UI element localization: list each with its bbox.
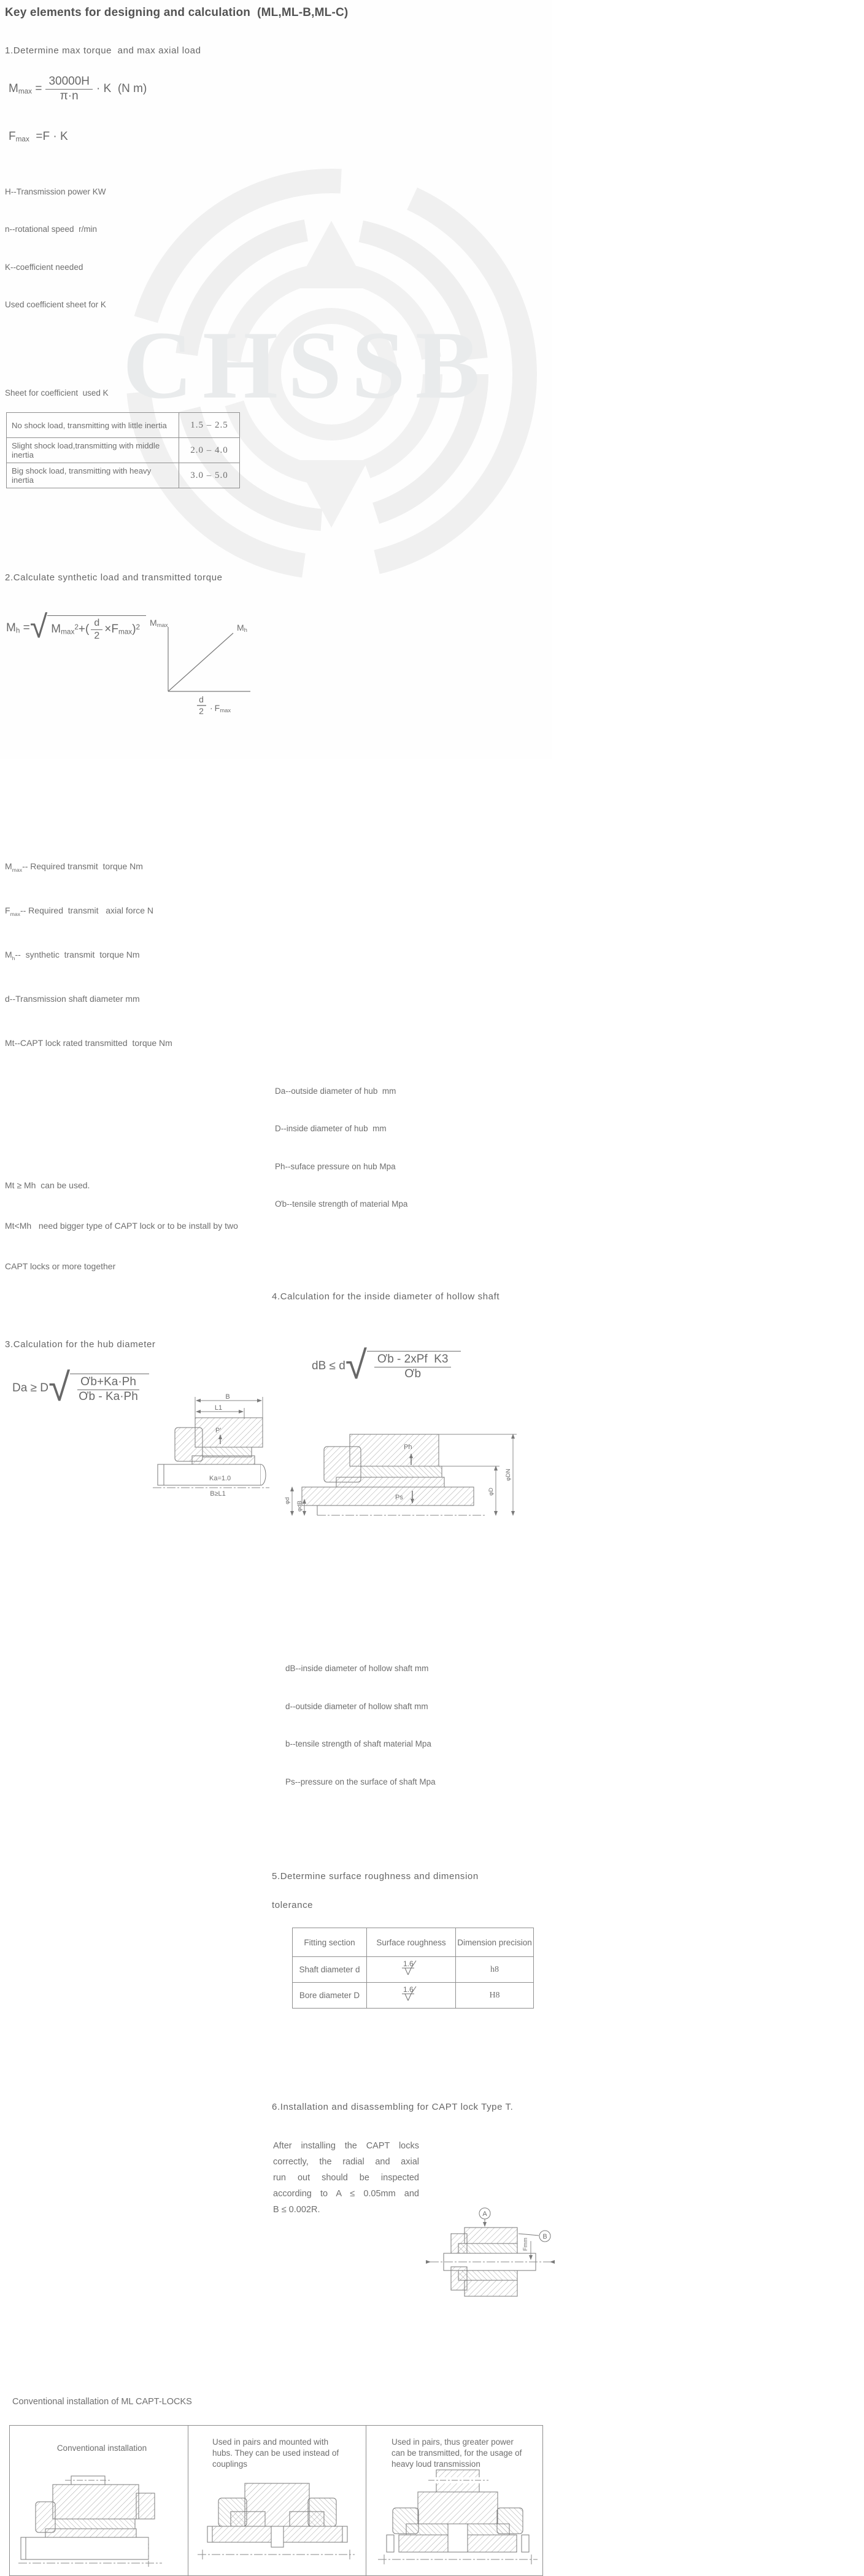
roughness-symbol <box>367 1983 456 2009</box>
table-row <box>7 463 240 488</box>
ph-label: Ph <box>404 1444 412 1451</box>
installation-paragraph <box>273 2138 419 2218</box>
para-line: After installing the CAPT locks <box>273 2141 419 2151</box>
bottom-heading: Conventional installation of ML CAPT-LOCKS <box>12 2397 192 2407</box>
callout-a: A <box>482 2210 487 2218</box>
k-range: 1.5 – 2.5 <box>179 413 240 438</box>
table-row <box>7 438 240 463</box>
note-line: n--rotational speed r/min <box>5 225 98 234</box>
section6-heading: 6.Installation and disassembling for CAPT lock Type T. <box>272 2102 514 2113</box>
load-case: Slight shock load,transmitting with middle inertia <box>7 438 179 463</box>
precision-value: H8 <box>456 1983 534 2009</box>
page-title: Key elements for designing and calculation (ML,ML-B,ML-C) <box>5 6 349 19</box>
da-formula: Da ≥ D √ $\frac{Ơb+Ka\cdot Ph}{Ơb - Ka\cdot Ph}$ <box>12 1372 565 1405</box>
section5-heading-line2: tolerance <box>272 1900 314 1911</box>
section2-heading: 2.Calculate synthetic load and transmitted torque <box>5 572 223 583</box>
radical-sign: √ <box>29 609 48 645</box>
b-ge-l1-label: B≥L1 <box>210 1490 226 1498</box>
hollow-shaft-diagram <box>284 1431 549 1530</box>
coefficient-table <box>6 412 240 488</box>
section4-heading: 4.Calculation for the inside diameter of hollow shaft <box>272 1291 500 1302</box>
note-line: Used coefficient sheet for K <box>5 300 106 310</box>
db-formula: dB ≤ d √ $\frac{\text{Ơb - 2xPf K3}}{Ơb}$ <box>312 1350 864 1383</box>
panel1-caption: Conventional installation <box>56 2443 147 2453</box>
line-label: Mh <box>237 623 247 634</box>
x-label-rest: · Fmax <box>210 703 231 715</box>
col-header: Dimension precision <box>456 1928 534 1957</box>
usage-line: Mt ≥ Mh can be used. <box>5 1180 90 1191</box>
panel2-caption: Used in pairs and mounted with hubs. They can be used instead of couplings <box>212 2437 339 2469</box>
hub-diameter-diagram <box>149 1392 272 1498</box>
dim-phi-dd: φD <box>488 1487 495 1496</box>
usage-line: CAPT locks or more together <box>5 1261 116 1272</box>
dim-b: B <box>225 1393 230 1401</box>
section3-heading: 3.Calculation for the hub diameter <box>5 1339 156 1350</box>
note-line: dB--inside diameter of hollow shaft mm <box>285 1664 429 1674</box>
fmax-formula: $F_{max} =F \cdot K$ <box>9 129 68 144</box>
ps-label: Ps <box>395 1494 403 1502</box>
note-line: d--Transmission shaft diameter mm <box>5 994 140 1004</box>
conventional-installation-diagram <box>15 2472 174 2572</box>
note-line: Ps--pressure on the surface of shaft Mpa <box>285 1777 436 1786</box>
section4-notes <box>285 1637 838 1813</box>
k-range: 3.0 – 5.0 <box>179 463 240 488</box>
def-line: Ơb--tensile strength of material Mpa <box>275 1199 408 1209</box>
radical-sign: √ <box>48 1365 71 1410</box>
load-case: No shock load, transmitting with little inertia <box>7 413 179 438</box>
company-watermark: CHSSB <box>123 312 490 419</box>
k-range: 2.0 – 4.0 <box>179 438 240 463</box>
col-header: Fitting section <box>293 1928 367 1957</box>
table-header-row <box>293 1928 534 1957</box>
installation-panels <box>9 2425 543 2576</box>
runout-inspection-diagram <box>426 2204 555 2299</box>
section5-heading: 5.Determine surface roughness and dimension <box>272 1871 479 1882</box>
note-line: b--tensile strength of shaft material Mpa <box>285 1739 431 1749</box>
fitting-section: Bore diameter D <box>293 1983 367 2009</box>
radical-sign: √ <box>345 1342 367 1387</box>
precision-value: h8 <box>456 1957 534 1983</box>
callout-b: B <box>542 2233 547 2241</box>
section1-notes <box>5 161 557 337</box>
col-header: Surface roughness <box>367 1928 456 1957</box>
dim-l1: L1 <box>214 1404 223 1412</box>
table-row <box>7 413 240 438</box>
note-line: Mt--CAPT lock rated transmitted torque Nm <box>5 1038 172 1048</box>
svg-text:1.6: 1.6 <box>403 1985 414 1994</box>
y-axis-label: Mmax <box>150 618 168 629</box>
note-line: $M_{max}--$ Required transmit torque Nm <box>5 861 143 874</box>
para-line: according to A ≤ 0.05mm and <box>273 2189 419 2199</box>
mmax-formula: $M_{max}$ = $\frac{30000H}{\pi\cdot n}$ · K (N m) <box>9 75 147 102</box>
x-label-den: 2 <box>199 706 204 717</box>
hub-definitions <box>275 1060 827 1236</box>
panel3-caption: Used in pairs, thus greater power can be transmitted, for the usage of heavy loud transmission <box>392 2437 522 2469</box>
section2-notes <box>5 832 557 1080</box>
dim-phi-d: φd <box>284 1497 291 1505</box>
ka-label: Ka=1.0 <box>209 1474 231 1482</box>
torque-graph <box>146 617 256 721</box>
table-row <box>293 1983 534 2009</box>
coefficient-sheet-label: Sheet for coefficient used K <box>5 388 109 398</box>
roughness-symbol <box>367 1957 456 1983</box>
x-label-num: d <box>199 694 204 705</box>
note-line: H--Transmission power KW <box>5 186 106 196</box>
svg-text:1.6: 1.6 <box>403 1959 414 1969</box>
usage-line: Mt<Mh need bigger type of CAPT lock or to be install by two <box>5 1221 238 1231</box>
fitting-section: Shaft diameter d <box>293 1957 367 1983</box>
def-line: D--inside diameter of hub mm <box>275 1124 387 1134</box>
roughness-table <box>292 1928 534 2009</box>
dim-phi-dn: φDN <box>505 1469 512 1482</box>
f-mm-label: Fmm <box>522 2237 529 2251</box>
paired-with-hubs-diagram <box>193 2471 360 2572</box>
load-case: Big shock load, transmitting with heavy inertia <box>7 463 179 488</box>
mh-formula: $M_h$ = √ $M_{max}^2+$( $\frac{d}{2}$ $\times F_{max})^2$ <box>6 615 558 642</box>
para-line: correctly, the radial and axial <box>273 2157 419 2167</box>
note-line: $F_{max}--$ Required transmit axial force N <box>5 905 154 918</box>
note-line: K--coefficient needed <box>5 262 83 272</box>
para-line: B ≤ 0.002R. <box>273 2205 320 2215</box>
paired-heavy-load-diagram <box>372 2465 544 2573</box>
para-line: run out should be inspected <box>273 2173 419 2183</box>
table-row <box>293 1957 534 1983</box>
dim-phi-db: φdB <box>296 1501 303 1512</box>
def-line: Da--outside diameter of hub mm <box>275 1086 396 1096</box>
note-line: $M_h--$ synthetic transmit torque Nm <box>5 950 140 962</box>
p-prime-label: P' <box>215 1426 222 1434</box>
section1-heading: 1.Determine max torque and max axial load <box>5 45 201 56</box>
note-line: d--outside diameter of hollow shaft mm <box>285 1701 428 1711</box>
def-line: Ph--suface pressure on hub Mpa <box>275 1161 396 1171</box>
